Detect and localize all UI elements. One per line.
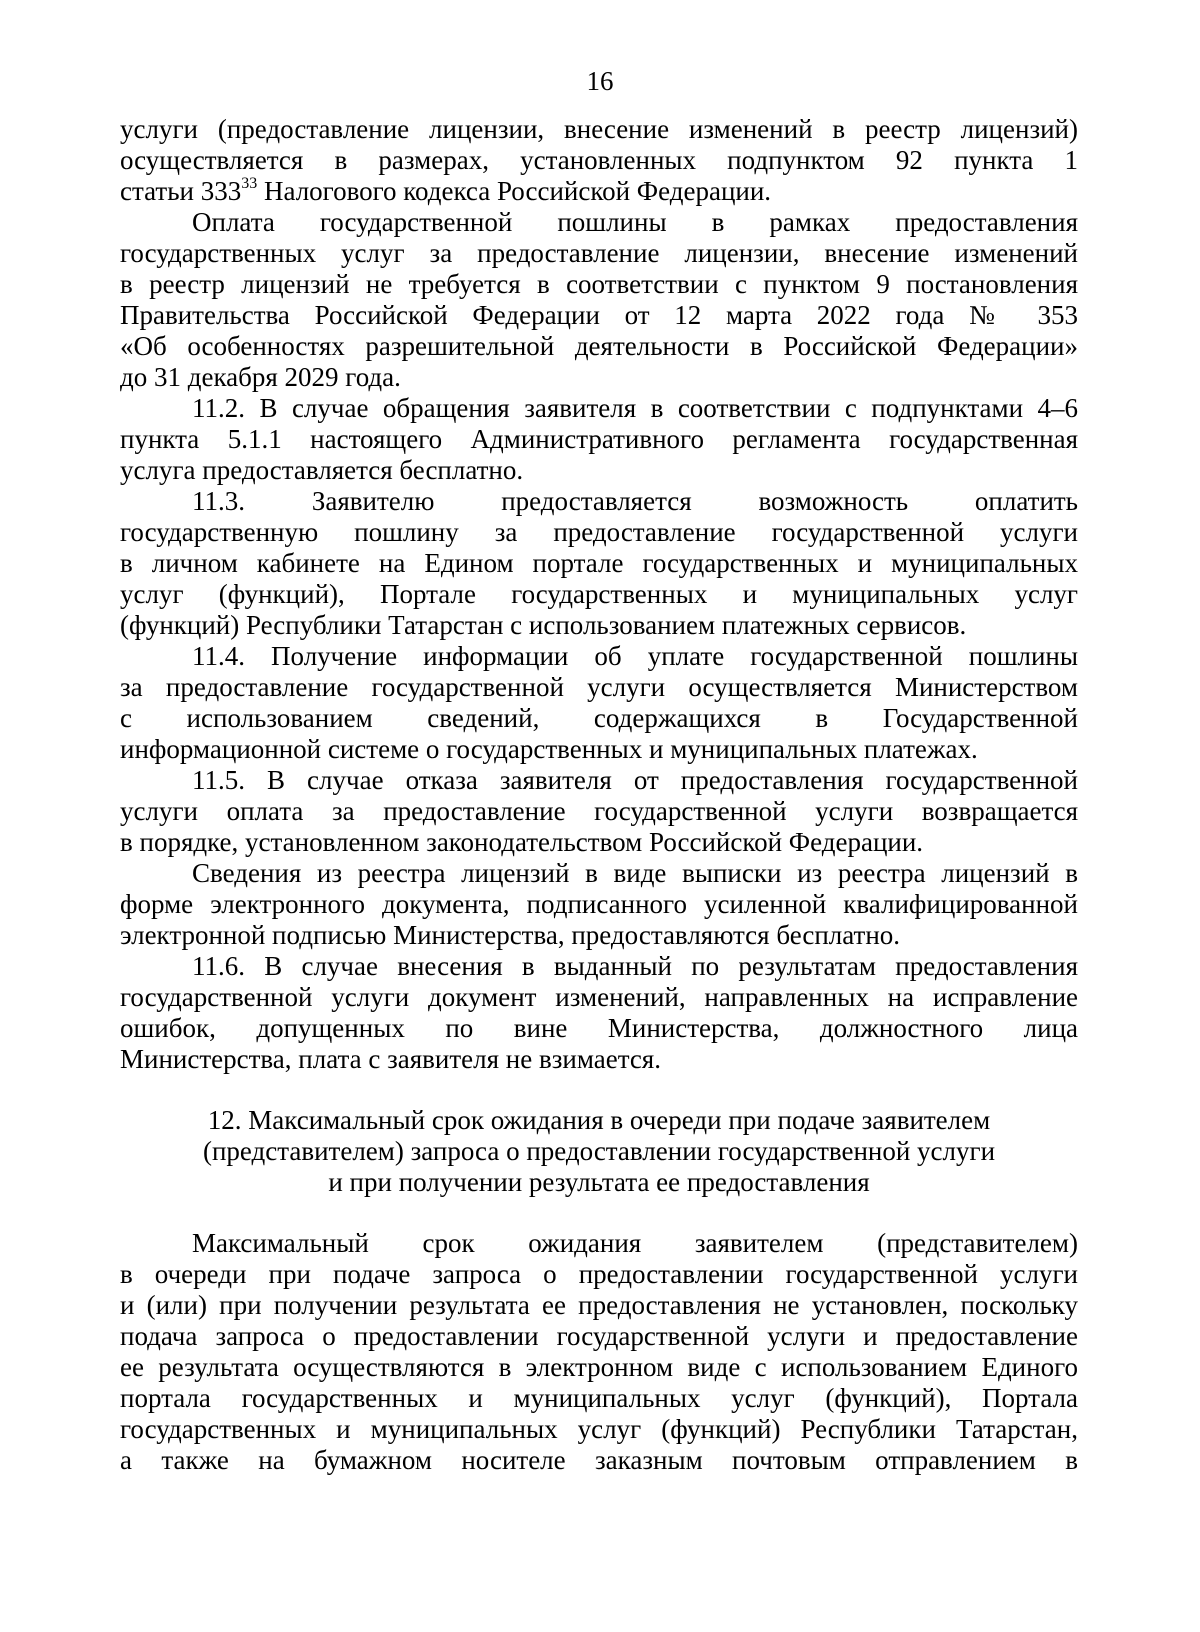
- text-line: услуги оплата за предоставление государственной услуги возвращается: [120, 796, 1078, 826]
- text-line: с использованием сведений, содержащихся в Государственной: [120, 703, 1078, 733]
- paragraph-11-4: [120, 641, 1078, 765]
- section-heading-12: [120, 1105, 1078, 1198]
- text-line: а также на бумажном носителе заказным почтовым отправлением в: [120, 1445, 1078, 1475]
- text-line: услуг (функций), Портале государственных и муниципальных услуг: [120, 579, 1078, 609]
- paragraph-11-3: [120, 486, 1078, 641]
- text-line: государственных и муниципальных услуг (функций) Республики Татарстан,: [120, 1414, 1078, 1444]
- text-line: 11.2. В случае обращения заявителя в соответствии с подпунктами 4–6: [192, 393, 1078, 423]
- paragraph-11-6: [120, 951, 1078, 1075]
- text-line: «Об особенностях разрешительной деятельности в Российской Федерации»: [120, 331, 1078, 361]
- text-line: портала государственных и муниципальных услуг (функций), Портала: [120, 1383, 1078, 1413]
- text-line: государственных услуг за предоставление лицензии, внесение изменений: [120, 238, 1078, 268]
- heading-line: (представителем) запроса о предоставлении государственной услуги: [202, 1136, 996, 1166]
- superscript: 33: [241, 175, 258, 192]
- text-line: электронной подписью Министерства, предоставляются бесплатно.: [120, 920, 901, 950]
- text-line: (функций) Республики Татарстан с использованием платежных сервисов.: [120, 610, 967, 640]
- paragraph-fee-amount: [120, 114, 1078, 207]
- paragraph-11-5: [120, 765, 1078, 858]
- text-line: в реестр лицензий не требуется в соответствии с пунктом 9 постановления: [120, 269, 1078, 299]
- text-line: форме электронного документа, подписанного усиленной квалифицированной: [120, 889, 1078, 919]
- text-line: в личном кабинете на Едином портале государственных и муниципальных: [120, 548, 1078, 578]
- text-line: пункта 5.1.1 настоящего Административного регламента государственная: [120, 424, 1078, 454]
- text-line: в порядке, установленном законодательством Российской Федерации.: [120, 827, 924, 857]
- text-line: и (или) при получении результата ее предоставления не установлен, поскольку: [120, 1290, 1078, 1320]
- document-body: [120, 114, 1078, 1476]
- text-line: Министерства, плата с заявителя не взимается.: [120, 1044, 661, 1074]
- text-line: 11.5. В случае отказа заявителя от предоставления государственной: [192, 765, 1078, 795]
- text-line: Максимальный срок ожидания заявителем (представителем): [192, 1228, 1078, 1258]
- text-line: услуги (предоставление лицензии, внесение изменений в реестр лицензий): [120, 114, 1078, 144]
- text-line: ошибок, допущенных по вине Министерства, должностного лица: [120, 1013, 1078, 1043]
- text-line: [120, 176, 1078, 207]
- text-fragment: Налогового кодекса Российской Федерации.: [257, 176, 772, 206]
- text-line: услуга предоставляется бесплатно.: [120, 455, 524, 485]
- text-line: за предоставление государственной услуги осуществляется Министерством: [120, 672, 1078, 702]
- paragraph-11-2: [120, 393, 1078, 486]
- text-line: Сведения из реестра лицензий в виде выписки из реестра лицензий в: [192, 858, 1078, 888]
- paragraph-registry-extract: [120, 858, 1078, 951]
- text-line: до 31 декабря 2029 года.: [120, 362, 401, 392]
- text-line: Оплата государственной пошлины в рамках предоставления: [192, 207, 1078, 237]
- text-line: в очереди при подаче запроса о предоставлении государственной услуги: [120, 1259, 1078, 1289]
- paragraph-max-wait-time: [120, 1228, 1078, 1476]
- heading-line: и при получении результата ее предоставления: [328, 1167, 870, 1197]
- text-line: ее результата осуществляются в электронном виде с использованием Единого: [120, 1352, 1078, 1382]
- heading-line: 12. Максимальный срок ожидания в очереди при подаче заявителем: [207, 1105, 991, 1135]
- text-line: 11.3. Заявителю предоставляется возможность оплатить: [192, 486, 1078, 516]
- text-fragment: статьи 333: [120, 176, 242, 206]
- text-line: 11.6. В случае внесения в выданный по результатам предоставления: [192, 951, 1078, 981]
- text-line: 11.4. Получение информации об уплате государственной пошлины: [192, 641, 1078, 671]
- text-line: осуществляется в размерах, установленных подпунктом 92 пункта 1: [120, 145, 1078, 175]
- text-line: государственной услуги документ изменений, направленных на исправление: [120, 982, 1078, 1012]
- text-line: информационной системе о государственных и муниципальных платежах.: [120, 734, 978, 764]
- page-number: 16: [586, 66, 614, 96]
- text-line: государственную пошлину за предоставление государственной услуги: [120, 517, 1078, 547]
- paragraph-duty-not-required: [120, 207, 1078, 393]
- text-line: Правительства Российской Федерации от 12 марта 2022 года № 353: [120, 300, 1078, 330]
- text-line: подача запроса о предоставлении государственной услуги и предоставление: [120, 1321, 1078, 1351]
